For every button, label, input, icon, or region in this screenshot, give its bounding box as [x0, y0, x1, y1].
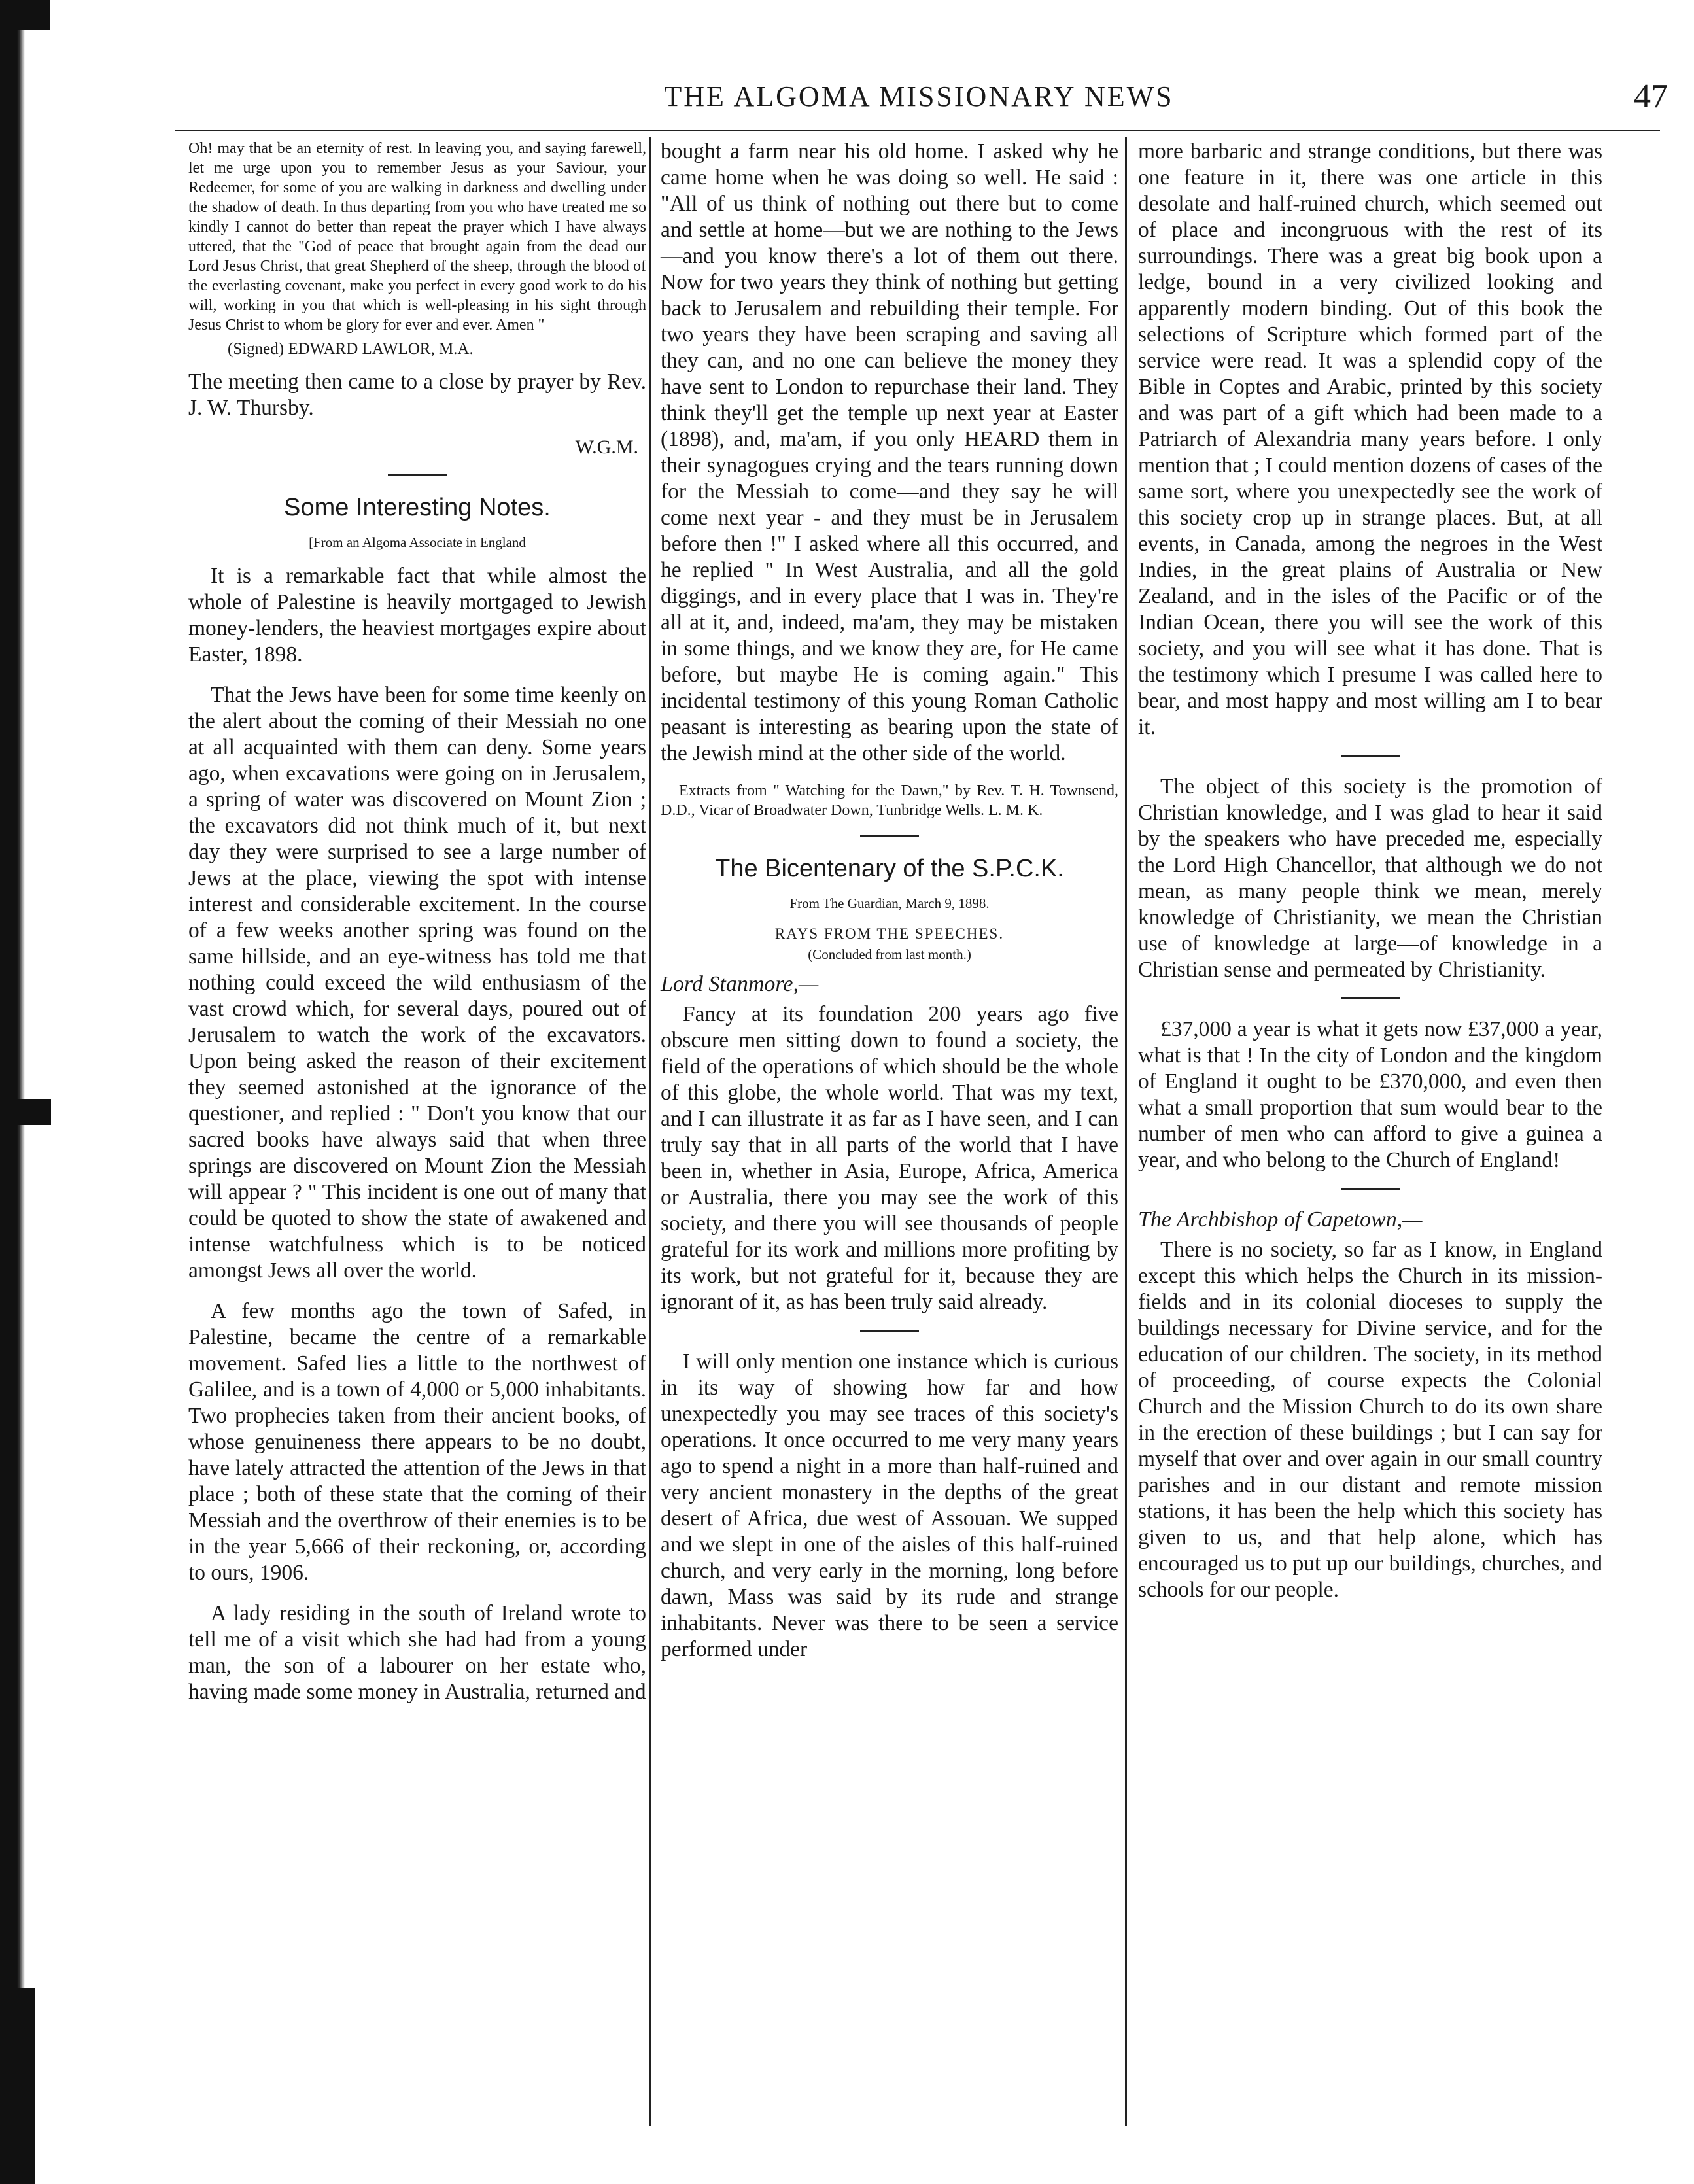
speaker-name: The Archbishop of Capetown,—	[1138, 1207, 1423, 1232]
column-rule-2	[1125, 137, 1127, 2126]
page-number: 47	[1634, 78, 1668, 115]
column-rule-1	[649, 137, 651, 2126]
paragraph: Fancy at its foundation 200 years ago five obscure men sitting down to found a society, the field of the operations of which should be the whole of this globe, the whole world. That was my text, and I can illustrate it as far as I have seen, and I can truly say that in all parts of the world that I have been in, whether in Asia, Europe, Africa, America or Australia, there you may see the work of this society, and there you will see thousands of people grateful for its work and millions more profiting by its work, but not grateful for it, because they are ignorant of it, as has been truly said already.	[661, 1002, 1118, 1314]
section-subhead: RAYS FROM THE SPEECHES.	[774, 926, 1005, 942]
extract-credit: Extracts from " Watching for the Dawn," by Rev. T. H. Townsend, D.D., Vicar of Broadwater Down, Tunbridge Wells. L. M. K.	[661, 782, 1118, 819]
separator-rule	[388, 474, 447, 476]
binding-edge	[0, 0, 25, 2184]
letter-closing-text: Oh! may that be an eternity of rest. In leaving you, and saying farewell, let me urge upon you to remember Jesus as your Saviour, your Redeemer, for some of you are walking in darkness and dwelling under the shadow of death. In thus departing from you who have treated me so kindly I cannot do better than repeat the prayer which I have always uttered, that the "God of peace that brought again from the dead our Lord Jesus Christ, that great Shepherd of the sheep, through the blood of the everlasting covenant, make you perfect in every good work to do his will, working in you that which is well-pleasing in his sight through Jesus Christ to whom be glory for ever and ever. Amen "	[188, 140, 646, 334]
paragraph: A few months ago the town of Safed, in Palestine, became the centre of a remarkable movement. Safed lies a little to the northwest of Galilee, and is a town of 4,000 or 5,000 inhabitants. Two prophecies taken from their ancient books, of whose genuineness there appears to be no doubt, have lately attracted the attention of the Jews in that place ; both of these state that the coming of their Messiah and the overthrow of their enemies is to be in the year 5,666 of their reckoning, or, according to ours, 1906.	[188, 1299, 646, 1585]
separator-rule	[1341, 1188, 1400, 1190]
paragraph: That the Jews have been for some time keenly on the alert about the coming of their Messiah no one at all acquainted with them can deny. Some years ago, when excavations were going on in Jerusalem, a spring of water was discovered on Mount Zion ; the excavators did not think much of it, but next day they were surprised to see a large number of Jews at the place, viewing the spot with intense interest and considerable excitement. In the course of a few weeks another spring was found on the same hillside, and an eye-witness has told me that nothing could exceed the wild enthusiasm of the vast crowd which, for several days, poured out of Jerusalem to watch the work of the excavators. Upon being asked the reason of their excitement they seemed astonished at the ignorance of the questioner, and replied : " Don't you know that our sacred books have always said that when three springs are discovered on Mount Zion the Messiah will appear ? " This incident is one out of many that could be quoted to show the state of awakened and intense watchfulness which is to be noticed amongst Jews all over the world.	[188, 683, 646, 1283]
column-right	[1138, 139, 1602, 1618]
masthead-title: THE ALGOMA MISSIONARY NEWS	[664, 80, 1174, 113]
continuation-note: (Concluded from last month.)	[808, 946, 971, 962]
running-head	[170, 73, 1668, 128]
author-initials: W.G.M.	[575, 436, 638, 458]
paragraph: I will only mention one instance which is curious in its way of showing how far and how unexpectedly you may see traces of this society's operations. It once occurred to me very many years ago to spend a night in a more than half-ruined and very ancient monastery in the depths of the great desert of Africa, due west of Assouan. We supped and we slept in one of the aisles of this half-ruined church, and very early in the morning, long before dawn, Mass was said by its rude and strange inhabitants. Never was there to be seen a service performed under	[661, 1349, 1118, 1661]
binding-mark-middle	[0, 1099, 51, 1125]
separator-rule	[1341, 997, 1400, 999]
paragraph: A lady residing in the south of Ireland wrote to tell me of a visit which she had had from a young man, the son of a labourer on her estate who, having made some money in Australia, returned and	[188, 1601, 646, 1704]
separator-rule	[1341, 755, 1400, 757]
source-credit: [From an Algoma Associate in England	[309, 534, 526, 550]
binding-mark-top	[0, 0, 50, 30]
source-credit: From The Guardian, March 9, 1898.	[789, 895, 990, 911]
article-heading: Some Interesting Notes.	[284, 494, 551, 521]
column-middle	[661, 139, 1118, 1677]
signature-line: (Signed) EDWARD LAWLOR, M.A.	[228, 340, 474, 358]
binding-mark-bottom	[0, 1988, 35, 2184]
speaker-name: Lord Stanmore,—	[661, 972, 819, 996]
separator-rule	[860, 1330, 919, 1332]
paragraph: It is a remarkable fact that while almost the whole of Palestine is heavily mortgaged to Jewish money-lenders, the heaviest mortgages expire about Easter, 1898.	[188, 564, 646, 667]
paragraph: There is no society, so far as I know, in England except this which helps the Church in its mission-fields and in its colonial dioceses to supply the buildings necessary for Divine service, and for the education of our children. The society, in its method of proceeding, of course expects the Colonial Church and the Mission Church to do its own share in the erection of these buildings ; but I can say for myself that over and over again in our small country parishes and in our distant and remote mission stations, it has been the help which this society has given to us, and that help alone, which has encouraged us to put up our buildings, churches, and schools for our people.	[1138, 1238, 1602, 1602]
paragraph-continued: bought a farm near his old home. I asked why he came home when he was doing so well. He said : "All of us think of nothing out there but to come and settle at home—but we are nothing to the Jews—and you know there's a lot of them out there. Now for two years they think of nothing but getting back to Jerusalem and rebuilding their temple. For two years they have been scraping and saving all they can, and no one can believe the money they have sent to London to repurchase their land. They think they'll get the temple up next year at Easter (1898), and, ma'am, if you only HEARD them in their synagogues crying and the tears running down for the Messiah to come—and they say he will come next year - and they must be in Jerusalem before then !" I asked where all this occurred, and he replied " In West Australia, and all the gold diggings, and in every place that I was in. They're all at it, and, indeed, ma'am, they may be mistaken in some things, and we know they are, for He came before, but maybe He is coming again." This incidental testimony of this young Roman Catholic peasant is interesting as bearing upon the state of the Jewish mind at the other side of the world.	[661, 139, 1118, 765]
column-left	[188, 139, 646, 1720]
paragraph-continued: The meeting then came to a close by prayer by Rev. J. W. Thursby.	[188, 370, 646, 420]
separator-rule	[860, 835, 919, 837]
article-heading: The Bicentenary of the S.P.C.K.	[715, 855, 1064, 882]
paragraph: The object of this society is the promotion of Christian knowledge, and I was glad to hear it said by the speakers who have preceded me, especially the Lord High Chancellor, that although we do not mean, as many people think we mean, merely knowledge of Christianity, we mean the Christian use of knowledge at large—of knowledge in a Christian sense and permeated by Christianity.	[1138, 774, 1602, 982]
paragraph-continued: more barbaric and strange conditions, but there was one feature in it, there was one article in this desolate and half-ruined church, which seemed out of place and incongruous with the rest of its surroundings. There was a great big book upon a ledge, bound in a very civilized looking and apparently modern binding. Out of this book the selections of Scripture which formed part of the service were read. It was a splendid copy of the Bible in Coptes and Arabic, printed by this society and was part of a gift which had been made to a Patriarch of Alexandria many years before. I only mention that ; I could mention dozens of cases of the same sort, where you unexpectedly see the work of this society crop up in strange places. But, at all events, in Canada, among the negroes in the West Indies, in the great plains of Australia or New Zealand, and in the isles of the Pacific or of the Indian Ocean, there you will see the work of this society, and you will see what it has done. That is the testimony which I presume I was called here to bear, and most happy and most willing am I to bear it.	[1138, 139, 1602, 739]
header-rule	[175, 130, 1660, 131]
paragraph: £37,000 a year is what it gets now £37,000 a year, what is that ! In the city of London and the kingdom of England it ought to be £370,000, and even then what a small proportion that sum would bear to the number of men who can afford to give a guinea a year, and who belong to the Church of England!	[1138, 1017, 1602, 1172]
